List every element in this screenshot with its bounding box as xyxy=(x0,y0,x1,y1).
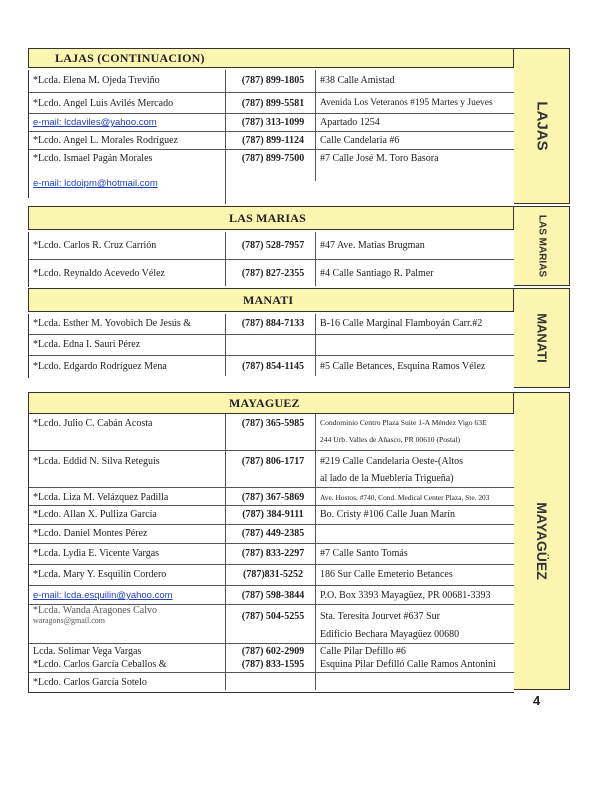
table-row: *Lcda. Esther M. Yovobich De Jesús & (787) 884-7133 B-16 Calle Marginal Flamboyán Carr.#2 xyxy=(29,314,514,335)
side-tab-label: MAYAGÜEZ xyxy=(533,502,550,580)
side-tab-manati xyxy=(514,288,570,388)
section-header-mayaguez xyxy=(28,392,514,414)
page-number: 4 xyxy=(533,693,541,708)
side-tab-las-marias xyxy=(514,206,570,286)
table-row: *Lcda. Eddid N. Silva Reteguis (787) 806-1717 #219 Calle Candelaria Oeste-(Altos al lado de la Mueblería Trigueña) xyxy=(29,451,514,488)
section-title: LAS MARIAS xyxy=(229,211,307,225)
section-header-lajas xyxy=(28,48,514,68)
table-row: *Lcdo. Edgardo Rodríguez Mena (787) 854-1145 #5 Calle Betances, Esquina Ramos Vélez xyxy=(33,361,486,372)
table-row: *Lcda. Lydia E. Vicente Vargas (787) 833-2297 #7 Calle Santo Tomás xyxy=(29,544,514,565)
mayaguez-table xyxy=(28,414,514,693)
table-row: *Lcda. Mary Y. Esquilín Cordero (787)831-5252 186 Sur Calle Emeterio Betances xyxy=(29,565,514,586)
table-row: *Lcdo. Carlos García Ceballos & (787) 833-1595 Esquina Pilar Defilló Calle Ramos Antonini xyxy=(33,659,496,670)
table-row: *Lcdo. Daniel Montes Pérez (787) 449-2385 xyxy=(29,525,514,544)
table-row: *Lcda. Edna I. Sauri Pérez xyxy=(29,335,514,356)
table-row: *Lcdo. Allan X. Pulliza García (787) 384-9111 Bo. Cristy #106 Calle Juan Marín xyxy=(29,506,514,525)
lajas-table xyxy=(28,70,514,198)
side-tab-lajas xyxy=(514,48,570,204)
table-row: *Lcda. Elena M. Ojeda Treviño (787) 899-1805 #38 Calle Amistad xyxy=(29,70,514,93)
email-link[interactable]: e-mail: lcdaviles@yahoo.com xyxy=(33,117,157,128)
section-title: MANATI xyxy=(243,293,294,307)
table-row: e-mail: lcdaviles@yahoo.com (787) 313-1099 Apartado 1254 xyxy=(29,114,514,132)
table-row: *Lcdo. Ismael Pagán Morales (787) 899-7500 #7 Calle José M. Toro Basora xyxy=(33,153,439,164)
table-row: *Lcda. Wanda Aragones Calvo waragons@gmail.com (787) 504-5255 Sta. Teresita Jourvet #637 Sur Edificio Bechara Mayagüez 00680 xyxy=(29,605,514,644)
manati-table xyxy=(28,314,514,378)
table-row: *Lcdo. Julio C. Cabán Acosta (787) 365-5985 Condominio Centro Plaza Suite 1-A Méndez Vigo 63E 244 Urb. Valles de Añasco, PR 00610 (Postal) xyxy=(29,414,514,451)
side-tab-label: MANATI xyxy=(534,313,549,363)
email-link[interactable]: e-mail: lcdoipm@hotmail.com xyxy=(33,178,158,189)
table-row: e-mail: lcda.esquilin@yahoo.com (787) 598-3844 P.O. Box 3393 Mayagüez, PR 00681-3393 xyxy=(29,586,514,605)
table-row: *Lcdo. Angel L. Morales Rodríguez (787) 899-1124 Calle Candelaria #6 xyxy=(29,132,514,150)
table-row: *Lcdo. Carlos R. Cruz Carrión (787) 528-7957 #47 Ave. Matías Brugman xyxy=(29,232,514,260)
table-row: *Lcdo. Carlos García Sotelo xyxy=(29,672,514,693)
side-tab-mayaguez xyxy=(514,392,570,690)
table-row: *Lcdo. Reynaldo Acevedo Vélez (787) 827-2355 #4 Calle Santiago R. Palmer xyxy=(33,268,434,279)
table-row: *Lcdo. Angel Luis Avilés Mercado (787) 899-5581 Avenida Los Veteranos #195 Martes y Jueves xyxy=(29,93,514,114)
section-header-manati xyxy=(28,288,514,312)
table-row: *Lcda. Liza M. Velázquez Padilla (787) 367-5869 Ave. Hostos, #740, Cond. Medical Center Plaza, Ste. 203 xyxy=(29,488,514,506)
side-tab-label: LAJAS xyxy=(533,101,550,151)
side-tab-label: LAS MARIAS xyxy=(536,214,547,278)
table-row xyxy=(29,178,514,198)
email-link[interactable]: e-mail: lcda.esquilin@yahoo.com xyxy=(33,590,173,601)
section-title: MAYAGUEZ xyxy=(229,396,300,410)
table-row: Lcda. Solimar Vega Vargas (787) 602-2909 Calle Pilar Defillo #6 xyxy=(33,646,406,657)
las-marias-table xyxy=(28,232,514,287)
section-header-las-marias xyxy=(28,206,514,230)
section-title: LAJAS (CONTINUACION) xyxy=(55,51,205,65)
